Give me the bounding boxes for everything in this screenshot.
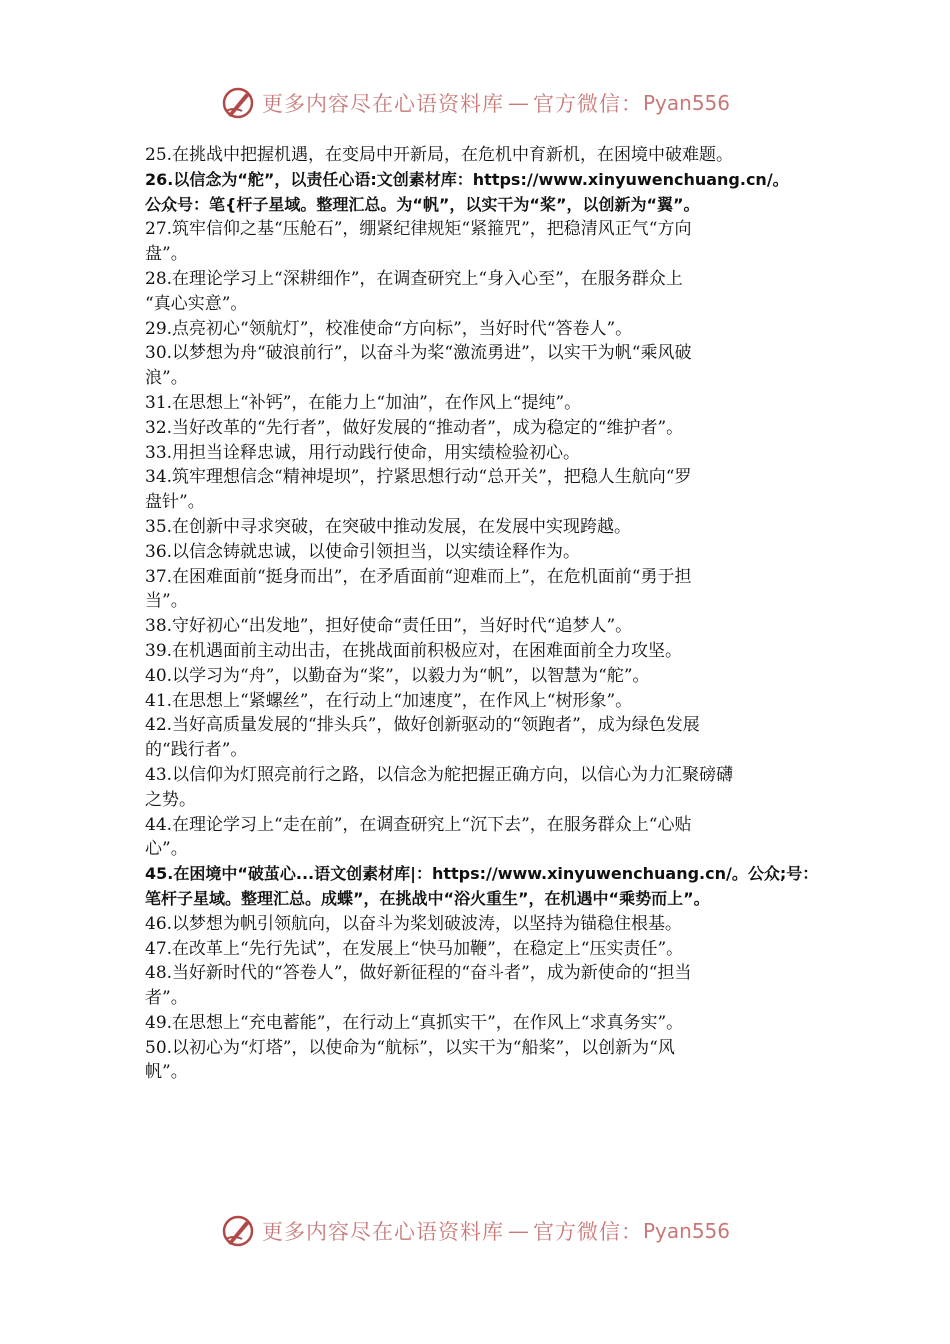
text-line: 29.点亮初心“领航灯”，校准使命“方向标”，当好时代“答卷人”。 — [145, 318, 633, 339]
pen-circle-logo-icon — [220, 85, 256, 121]
text-line: 31.在思想上“补钙”，在能力上“加油”，在作风上“提纯”。 — [145, 392, 582, 413]
text-line: 盘针”。 — [145, 492, 205, 513]
text-line: 25.在挑战中把握机遇，在变局中开新局，在危机中育新机，在困境中破难题。 — [145, 145, 734, 165]
text-line: 45.在困境中“破茧心...语文创素材库|：https://www.xinyuwenchuang.cn/。公众;号： — [145, 864, 819, 884]
text-line: 笔杆子星域。整理汇总。成蝶”，在挑战中“浴火重生”，在机遇中“乘势而上”。 — [145, 888, 710, 908]
banner-separator: — — [507, 1219, 529, 1243]
banner-suffix: 官方微信： — [532, 92, 643, 116]
banner-text: 更多内容尽在心语资料库 — [261, 92, 504, 116]
text-line: 帆”。 — [145, 1062, 188, 1083]
text-line: 36.以信念铸就忠诚，以使命引领担当，以实绩诠释作为。 — [145, 541, 581, 562]
banner-suffix: 官方微信： — [532, 1220, 643, 1244]
text-line: “真心实意”。 — [145, 293, 248, 314]
text-line: 26.以信念为“舵”，以责任心语:文创素材库：https://www.xinyuwenchuang.cn/。 — [145, 169, 789, 189]
text-line: 心”。 — [145, 839, 188, 860]
text-line: 32.当好改革的“先行者”，做好发展的“推动者”，成为稳定的“维护者”。 — [145, 417, 684, 438]
text-line: 28.在理论学习上“深耕细作”，在调查研究上“身入心至”，在服务群众上 — [145, 268, 683, 289]
text-line: 当”。 — [145, 591, 188, 612]
text-line: 48.当好新时代的“答卷人”，做好新征程的“奋斗者”，成为新使命的“担当 — [145, 963, 692, 984]
text-line: 30.以梦想为舟“破浪前行”，以奋斗为桨“激流勇进”，以实干为帆“乘风破 — [145, 343, 692, 364]
footer-banner — [0, 1208, 950, 1254]
text-line: 38.守好初心“出发地”，担好使命“责任田”，当好时代“追梦人”。 — [145, 616, 633, 637]
text-line: 之势。 — [145, 789, 196, 810]
pen-circle-logo-icon — [220, 1213, 256, 1249]
text-line: 者”。 — [145, 988, 188, 1009]
text-line: 浪”。 — [145, 368, 188, 389]
text-line: 的“践行者”。 — [145, 740, 248, 761]
text-line: 37.在困难面前“挺身而出”，在矛盾面前“迎难而上”，在危机面前“勇于担 — [145, 566, 692, 587]
banner-separator: — — [507, 91, 529, 115]
banner-wechat-id: Pyan556 — [642, 91, 730, 115]
text-line: 46.以梦想为帆引领航向，以奋斗为桨划破波涛，以坚持为锚稳住根基。 — [145, 913, 683, 934]
text-line: 47.在改革上“先行先试”，在发展上“快马加鞭”，在稳定上“压实责任”。 — [145, 938, 684, 959]
header-banner — [0, 80, 950, 126]
document-body — [145, 143, 819, 1085]
text-line: 43.以信仰为灯照亮前行之路，以信念为舵把握正确方向，以信心为力汇聚磅礴 — [145, 764, 734, 785]
text-line: 盘”。 — [145, 244, 188, 265]
text-line: 41.在思想上“紧螺丝”，在行动上“加速度”，在作风上“树形象”。 — [145, 690, 633, 711]
text-line: 39.在机遇面前主动出击，在挑战面前积极应对，在困难面前全力攻坚。 — [145, 640, 683, 661]
text-line: 35.在创新中寻求突破，在突破中推动发展，在发展中实现跨越。 — [145, 516, 632, 537]
banner-wechat-id: Pyan556 — [642, 1219, 730, 1243]
text-line: 44.在理论学习上“走在前”，在调查研究上“沉下去”，在服务群众上“心贴 — [145, 814, 692, 835]
text-line: 40.以学习为“舟”，以勤奋为“桨”，以毅力为“帆”，以智慧为“舵”。 — [145, 665, 650, 686]
text-line: 49.在思想上“充电蓄能”，在行动上“真抓实干”，在作风上“求真务实”。 — [145, 1012, 684, 1033]
text-line: 50.以初心为“灯塔”，以使命为“航标”，以实干为“船桨”，以创新为“风 — [145, 1037, 675, 1058]
text-line: 33.用担当诠释忠诚，用行动践行使命，用实绩检验初心。 — [145, 442, 581, 463]
banner-text: 更多内容尽在心语资料库 — [261, 1220, 504, 1244]
text-line: 公众号：笔{杆子星域。整理汇总。为“帆”，以实干为“桨”，以创新为“翼”。 — [145, 194, 700, 214]
text-line: 34.筑牢理想信念“精神堤坝”，拧紧思想行动“总开关”，把稳人生航向“罗 — [145, 467, 692, 488]
text-line: 27.筑牢信仰之基“压舱石”，绷紧纪律规矩“紧箍咒”，把稳清风正气“方向 — [145, 219, 692, 240]
text-line: 42.当好高质量发展的“排头兵”，做好创新驱动的“领跑者”，成为绿色发展 — [145, 715, 700, 736]
